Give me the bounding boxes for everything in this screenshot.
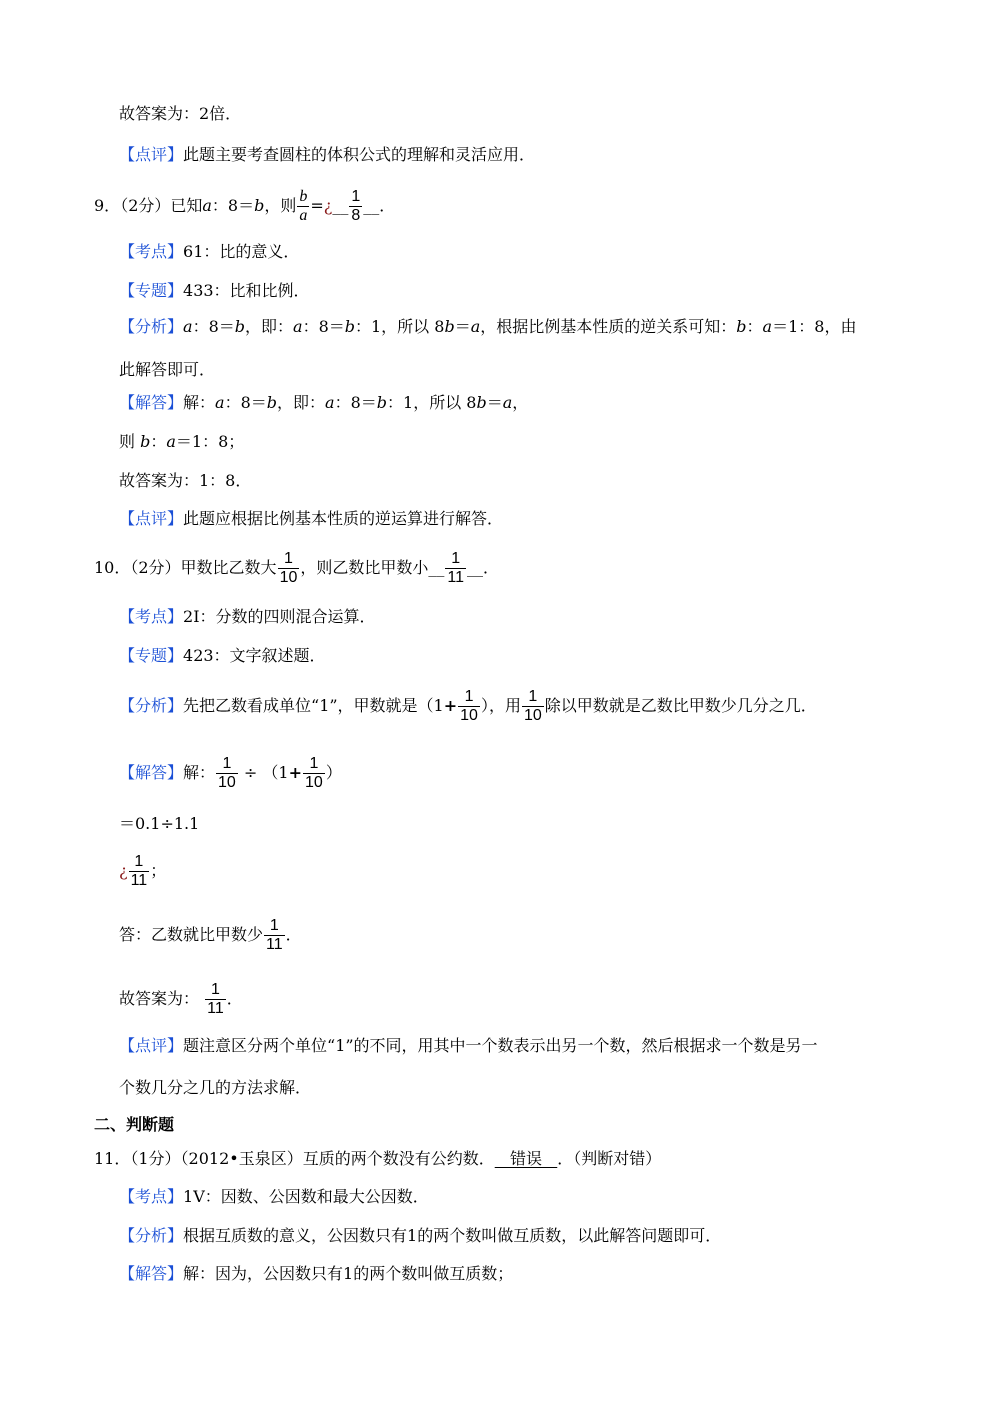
plus-sign: + [288,763,303,782]
q11-kaodian-text: 1V：因数、公因数和最大公因数． [183,1187,429,1206]
q9-fenxi-line2: 此解答即可． [119,360,216,379]
frac-num: 1 [309,755,319,772]
q9-jieda-part: b [266,393,278,412]
q10-number: 10． [94,558,131,577]
frac-1-10 [522,688,544,725]
q11-kaodian [119,1186,429,1208]
frac-den: 10 [305,774,323,791]
q10-fenxi-pre: 先把乙数看成单位“1”，甲数就是（1 [183,696,444,715]
q9-eq: = [310,196,324,215]
frac-num: 1 [451,550,461,567]
tag-zhuanti: 【专题】 [119,281,184,300]
q9-jieda-part: a [215,393,225,412]
q10-jieda [119,753,342,793]
period: ． [285,925,302,944]
q9-fenxi-part: ： [746,317,763,336]
paren-close: ） [325,763,342,782]
q10-step1: ＝0.1÷1.1 [119,814,200,833]
frac-1-11 [205,981,226,1018]
tag-fenxi: 【分析】 [119,1226,184,1245]
q10-stem [94,548,499,588]
q10-fenxi-post: 除以甲数就是乙数比甲数少几分之几． [544,696,817,715]
q9-then-part: b [140,432,151,451]
q9-number: 9． [94,196,121,215]
q10-final [119,979,243,1019]
frac-den: 10 [218,774,236,791]
q9-fenxi-part: b [344,317,355,336]
q10-answer-pre: 答：乙数就比甲数少 [119,925,264,944]
prev-answer: 故答案为：2倍． [119,104,242,123]
q9-fenxi-part: ＝ [454,317,471,336]
frac-num: 1 [210,981,220,998]
q9-review-text: 此题应根据比例基本性质的逆运算进行解答． [183,509,504,528]
q10-stem-mid: ，则乙数比甲数小 [300,558,429,577]
tag-kaodian: 【考点】 [119,1187,184,1206]
q9-fenxi [119,316,856,338]
q11-stem-post: ．（判断对错） [557,1149,662,1168]
q10-kaodian [119,606,376,628]
q9-jieda-part: b [376,393,388,412]
q9-jieda-part: a [325,393,335,412]
q10-review [119,1035,818,1057]
q11-fenxi [119,1225,721,1247]
q9-fenxi-part: a [183,317,193,336]
q9-jieda [119,392,528,414]
q9-frac-num: b [299,188,308,205]
q10-zhuanti-text: 423：文字叙述题． [183,646,326,665]
q9-var-a: a [202,196,212,215]
q9-review [119,508,503,530]
q9-blank-pre: __ [332,196,349,215]
q9-fenxi-part: a [293,317,303,336]
q11-stem-pre: （1分）（2012•玉泉区）互质的两个数没有公约数． [130,1149,495,1168]
q11-stem [94,1148,661,1170]
q10-kaodian-text: 2I：分数的四则混合运算． [183,607,376,626]
q9-invalid-glyph: ¿ [323,196,333,215]
q9-then-part: ＝1：8； [175,432,245,451]
frac-1-10 [303,755,325,792]
q9-jieda-part: ， [512,393,529,412]
frac-1-10 [458,688,480,725]
q9-then-part: a [166,432,176,451]
q11-jieda [119,1263,513,1285]
q10-review-line2: 个数几分之几的方法求解． [119,1078,312,1097]
q10-zhuanti [119,645,326,667]
tag-zhuanti: 【专题】 [119,646,184,665]
tag-jieda: 【解答】 [119,1264,184,1283]
paren-open: （1 [262,763,289,782]
q9-answer-frac [349,188,362,225]
q9-score-text: （2分）已知 [120,196,203,215]
q9-then-line [119,431,244,453]
q10-frac-1-10 [278,550,300,587]
q9-fenxi-part: ，根据比例基本性质的逆关系可知： [480,317,737,336]
q9-jieda-part: ：8＝ [334,393,377,412]
frac-den: 10 [279,569,298,586]
q9-jieda-part: b [476,393,487,412]
period: ． [226,989,243,1008]
q9-fenxi-part: ：1，所以 8 [355,317,445,336]
frac-1-10 [216,755,238,792]
q9-jieda-part: 解： [183,393,216,412]
tag-dianping: 【点评】 [119,1036,184,1055]
q9-kaodian [119,241,299,263]
q9-colon: ：8＝ [211,196,255,215]
plus-sign: + [443,696,458,715]
q10-blank-pre: __ [428,558,445,577]
frac-num: 1 [269,917,279,934]
invalid-glyph: ¿ [119,861,128,880]
frac-den: 11 [266,936,283,953]
tag-fenxi: 【分析】 [119,317,184,336]
semicolon: ； [150,861,167,880]
q9-jieda-part: ，即： [277,393,326,412]
q9-jieda-part: a [502,393,513,412]
q10-fenxi [119,686,817,726]
frac-num: 1 [284,550,293,567]
q9-fenxi-part: ：8＝ [192,317,235,336]
frac-den: 10 [460,707,478,724]
q10-blank-post: __． [466,558,499,577]
tag-dianping: 【点评】 [119,145,184,164]
frac-den: 11 [447,569,464,586]
q9-fenxi-part: ＝1：8，由 [772,317,857,336]
q9-answer-num: 1 [351,188,361,205]
frac-1-11 [264,917,285,954]
q9-zhuanti [119,280,310,302]
tag-jieda: 【解答】 [119,393,184,412]
frac-num: 1 [222,755,232,772]
frac-num: 1 [528,688,538,705]
tag-kaodian: 【考点】 [119,607,184,626]
q9-stem [94,186,395,226]
frac-num: 1 [464,688,474,705]
q9-jieda-part: ＝ [486,393,503,412]
prev-review-text: 此题主要考查圆柱的体积公式的理解和灵活应用． [183,145,536,164]
q11-number: 11． [94,1149,131,1168]
q9-fenxi-part: b [234,317,245,336]
q9-fenxi-part: ：8＝ [302,317,345,336]
frac-den: 10 [523,707,542,724]
q9-answer-den: 8 [351,207,361,224]
tag-kaodian: 【考点】 [119,242,184,261]
q9-fenxi-part: ，即： [245,317,294,336]
q9-var-b: b [254,196,265,215]
q9-blank-post: __． [363,196,396,215]
q11-jieda-text: 解：因为，公因数只有1的两个数叫做互质数； [183,1264,514,1283]
tag-jieda: 【解答】 [119,763,184,782]
frac-num: 1 [134,853,144,870]
q9-fenxi-part: b [736,317,747,336]
q11-fenxi-text: 根据互质数的意义，公因数只有1的两个数叫做互质数，以此解答问题即可． [183,1226,722,1245]
q10-step2 [119,851,166,891]
q9-jieda-part: ：1，所以 8 [387,393,477,412]
q11-answer-blank: 错误 [494,1149,558,1168]
q9-then: ，则 [264,196,297,215]
q9-fenxi-part: b [444,317,455,336]
q9-fenxi-part: a [470,317,481,336]
q10-final-pre: 故答案为： [119,989,200,1008]
frac-den: 11 [207,1000,224,1017]
q10-answer-frac [445,550,466,587]
q10-stem-pre: （2分）甲数比乙数大 [130,558,277,577]
q9-fenxi-part: a [762,317,773,336]
q10-review-line1: 题注意区分两个单位“1”的不同，用其中一个数表示出另一个数，然后根据求一个数是另一 [183,1036,818,1055]
q9-answer: 故答案为：1：8． [119,471,252,490]
q9-frac-b-over-a [297,188,309,225]
q9-jieda-part: ：8＝ [224,393,267,412]
section-title: 二、判断题 [94,1115,175,1134]
q9-frac-den: a [299,207,308,224]
frac-1-11 [129,853,150,890]
tag-dianping: 【点评】 [119,509,184,528]
prev-review [119,144,535,166]
div-sign: ÷ [243,763,258,782]
tag-fenxi: 【分析】 [119,696,184,715]
frac-den: 11 [130,872,148,889]
q9-kaodian-text: 61：比的意义． [183,242,300,261]
q9-then-part: 则 [119,432,141,451]
q10-fenxi-mid: ），用 [480,696,521,715]
q9-then-part: ： [150,432,167,451]
q10-jieda-pre: 解： [183,763,216,782]
q9-zhuanti-text: 433：比和比例． [183,281,310,300]
q10-answer-line [119,915,302,955]
